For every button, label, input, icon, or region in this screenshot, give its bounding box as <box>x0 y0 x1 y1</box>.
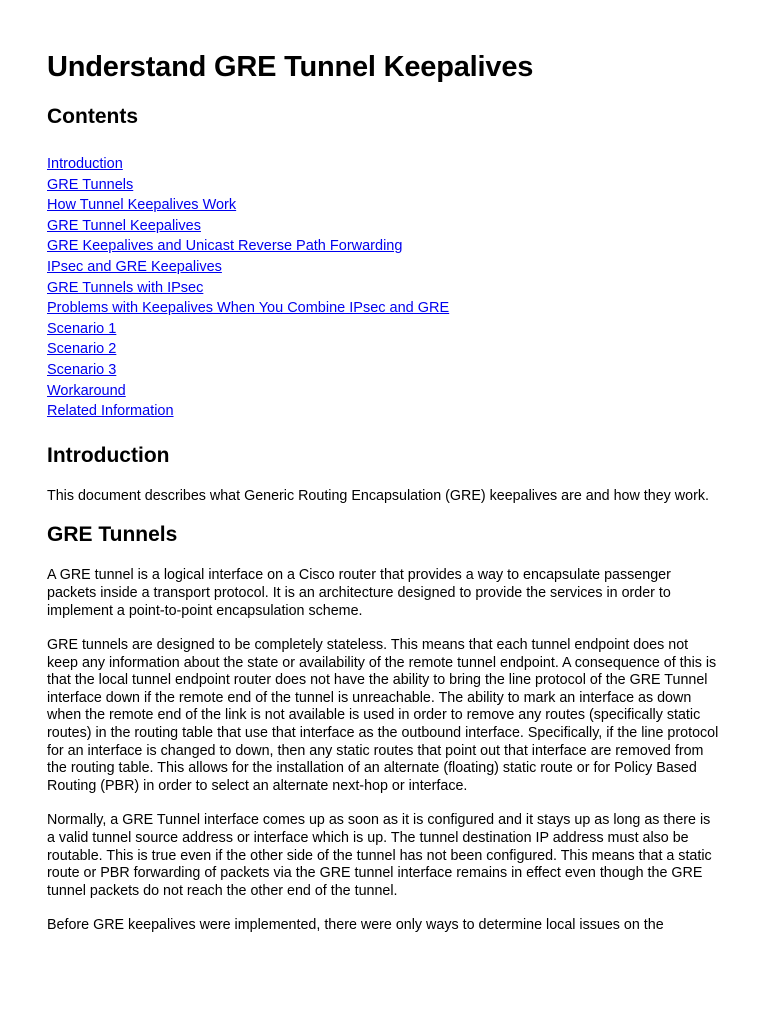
toc-link-gre-tunnel-keepalives[interactable]: GRE Tunnel Keepalives <box>47 217 201 234</box>
introduction-heading: Introduction <box>47 443 170 467</box>
page-title: Understand GRE Tunnel Keepalives <box>47 51 534 83</box>
toc-link-related-information[interactable]: Related Information <box>47 403 174 420</box>
toc-link-gre-tunnels[interactable]: GRE Tunnels <box>47 176 134 193</box>
toc-link-scenario-1[interactable]: Scenario 1 <box>47 320 117 337</box>
introduction-paragraph: This document describes what Generic Routing Encapsulation (GRE) keepalives are and how they work. <box>47 487 709 504</box>
toc-item <box>47 154 722 175</box>
gre-tunnels-paragraph-3: Normally, a GRE Tunnel interface comes up as soon as it is configured and it stays up as long as there is a valid tunnel source address or interface which is up. The tunnel destination IP address must also be routable. This is true even if the other side of the tunnel has not been configured. This means that a static route or PBR forwarding of packets via the GRE tunnel interface remains in effect even though the GRE tunnel packets do not reach the other end of the tunnel. <box>47 812 712 899</box>
toc-link-scenario-2[interactable]: Scenario 2 <box>47 341 117 358</box>
toc-link-introduction[interactable]: Introduction <box>47 156 123 172</box>
contents-heading: Contents <box>47 105 138 128</box>
toc-item <box>47 257 722 278</box>
gre-tunnels-paragraph-2: GRE tunnels are designed to be completely stateless. This means that each tunnel endpoint does not keep any information about the state or availability of the remote tunnel endpoint. A consequence of this is that the local tunnel endpoint router does not have the ability to bring the line protocol of the GRE Tunnel interface down if the remote end of the tunnel is unreachable. The ability to mark an interface as down when the remote end of the link is not available is used in order to remove any routes (specifically static routes) in the routing table that use that interface as the outbound interface. Specifically, if the line protocol for an interface is changed to down, then any static routes that point out that interface are removed from the routing table. This allows for the installation of an alternate (floating) static route or for Policy Based Routing (PBR) in order to select an alternate next-hop or interface. <box>47 637 719 794</box>
toc-item <box>47 360 722 381</box>
toc-item <box>47 278 722 299</box>
toc-item <box>47 298 722 319</box>
toc-link-gre-keepalives-urpf[interactable]: GRE Keepalives and Unicast Reverse Path Forwarding <box>47 238 403 255</box>
table-of-contents <box>47 154 722 422</box>
gre-tunnels-heading: GRE Tunnels <box>47 523 178 547</box>
toc-link-gre-tunnels-with-ipsec[interactable]: GRE Tunnels with IPsec <box>47 279 204 296</box>
toc-item <box>47 195 722 216</box>
toc-item <box>47 236 722 257</box>
toc-link-ipsec-gre-keepalives[interactable]: IPsec and GRE Keepalives <box>47 258 222 275</box>
toc-item <box>47 401 722 422</box>
toc-link-how-tunnel-keepalives-work[interactable]: How Tunnel Keepalives Work <box>47 197 237 214</box>
toc-item <box>47 381 722 402</box>
toc-item <box>47 175 722 196</box>
gre-tunnels-paragraph-4: Before GRE keepalives were implemented, there were only ways to determine local issues on the <box>47 917 664 934</box>
toc-item <box>47 216 722 237</box>
toc-link-workaround[interactable]: Workaround <box>47 382 126 399</box>
toc-item <box>47 319 722 340</box>
toc-item <box>47 339 722 360</box>
toc-link-scenario-3[interactable]: Scenario 3 <box>47 361 117 378</box>
toc-link-problems-with-keepalives[interactable]: Problems with Keepalives When You Combine IPsec and GRE <box>47 300 450 317</box>
gre-tunnels-paragraph-1: A GRE tunnel is a logical interface on a Cisco router that provides a way to encapsulate passenger packets inside a transport protocol. It is an architecture designed to provide the services in order to implement a point-to-point encapsulation scheme. <box>47 567 671 619</box>
